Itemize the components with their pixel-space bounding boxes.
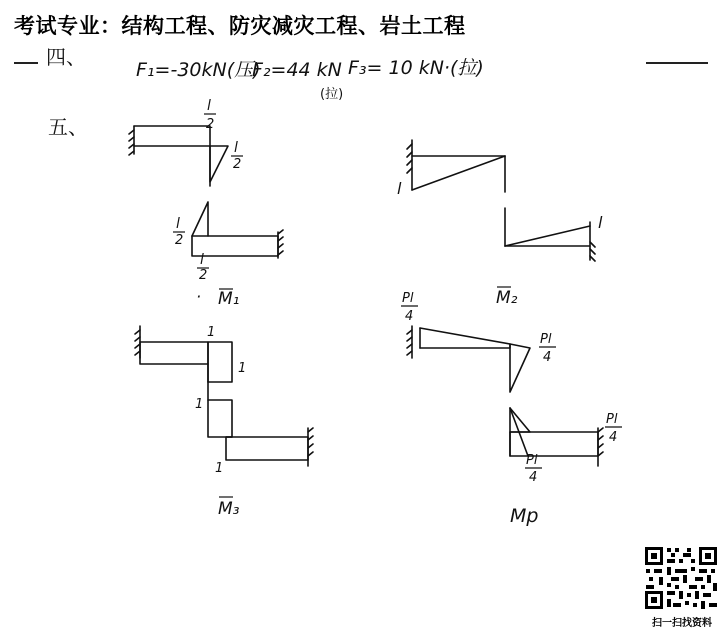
m3-label-a: 1 bbox=[207, 325, 216, 340]
force-f2: F₂=44 kN bbox=[252, 59, 342, 81]
mp-diagram bbox=[407, 326, 603, 466]
m1-mid-label-den: 2 bbox=[175, 233, 184, 248]
exam-major-header: 考试专业：结构工程、防灾减灾工程、岩土工程 bbox=[14, 13, 466, 38]
m1-bot-label-den: 2 bbox=[199, 268, 208, 283]
section-4-numeral: 四、 bbox=[46, 45, 86, 69]
section-5-numeral: 五、 bbox=[48, 115, 88, 139]
mp-bottom-den: 4 bbox=[529, 470, 538, 485]
m2-diagram bbox=[407, 140, 595, 261]
qr-code[interactable] bbox=[643, 545, 719, 625]
force-f1: F₁=-30kN(压) bbox=[136, 59, 261, 81]
m2-left-label: l bbox=[397, 179, 402, 198]
mp-low-right-label: Pl bbox=[606, 412, 618, 427]
mp-mid-right-den: 4 bbox=[543, 350, 552, 365]
m1-caption: M₁ bbox=[218, 289, 240, 309]
mp-mid-right-label: Pl bbox=[540, 332, 552, 347]
m1-top-label-l: l bbox=[207, 98, 211, 114]
m1-bot-label-l: l bbox=[200, 252, 204, 268]
mp-caption: Mp bbox=[510, 505, 539, 527]
qr-caption: 扫一扫找资料 bbox=[652, 618, 712, 629]
force-f2-note: (拉) bbox=[320, 87, 344, 102]
m1-right-label-l: l bbox=[234, 140, 238, 156]
m2-caption: M₂ bbox=[496, 288, 518, 308]
m3-diagram bbox=[135, 326, 313, 466]
m1-dot: · bbox=[196, 287, 202, 306]
m3-label-d: 1 bbox=[215, 461, 224, 476]
m3-label-c: 1 bbox=[195, 397, 204, 412]
m1-mid-label-l: l bbox=[176, 216, 180, 232]
mp-top-left-den: 4 bbox=[405, 309, 414, 324]
m2-right-label: l bbox=[598, 213, 603, 232]
force-f3: F₃= 10 kN·(拉) bbox=[348, 57, 484, 79]
m1-diagram bbox=[129, 126, 283, 258]
mp-bottom-label: Pl bbox=[526, 453, 538, 468]
m1-right-label-den: 2 bbox=[233, 157, 242, 172]
qr-code-image bbox=[643, 545, 719, 611]
mp-top-left-label: Pl bbox=[402, 291, 414, 306]
m3-caption: M₃ bbox=[218, 499, 240, 519]
mp-low-right-den: 4 bbox=[609, 430, 618, 445]
m3-label-b: 1 bbox=[238, 361, 247, 376]
m1-top-label-den: 2 bbox=[206, 117, 215, 132]
